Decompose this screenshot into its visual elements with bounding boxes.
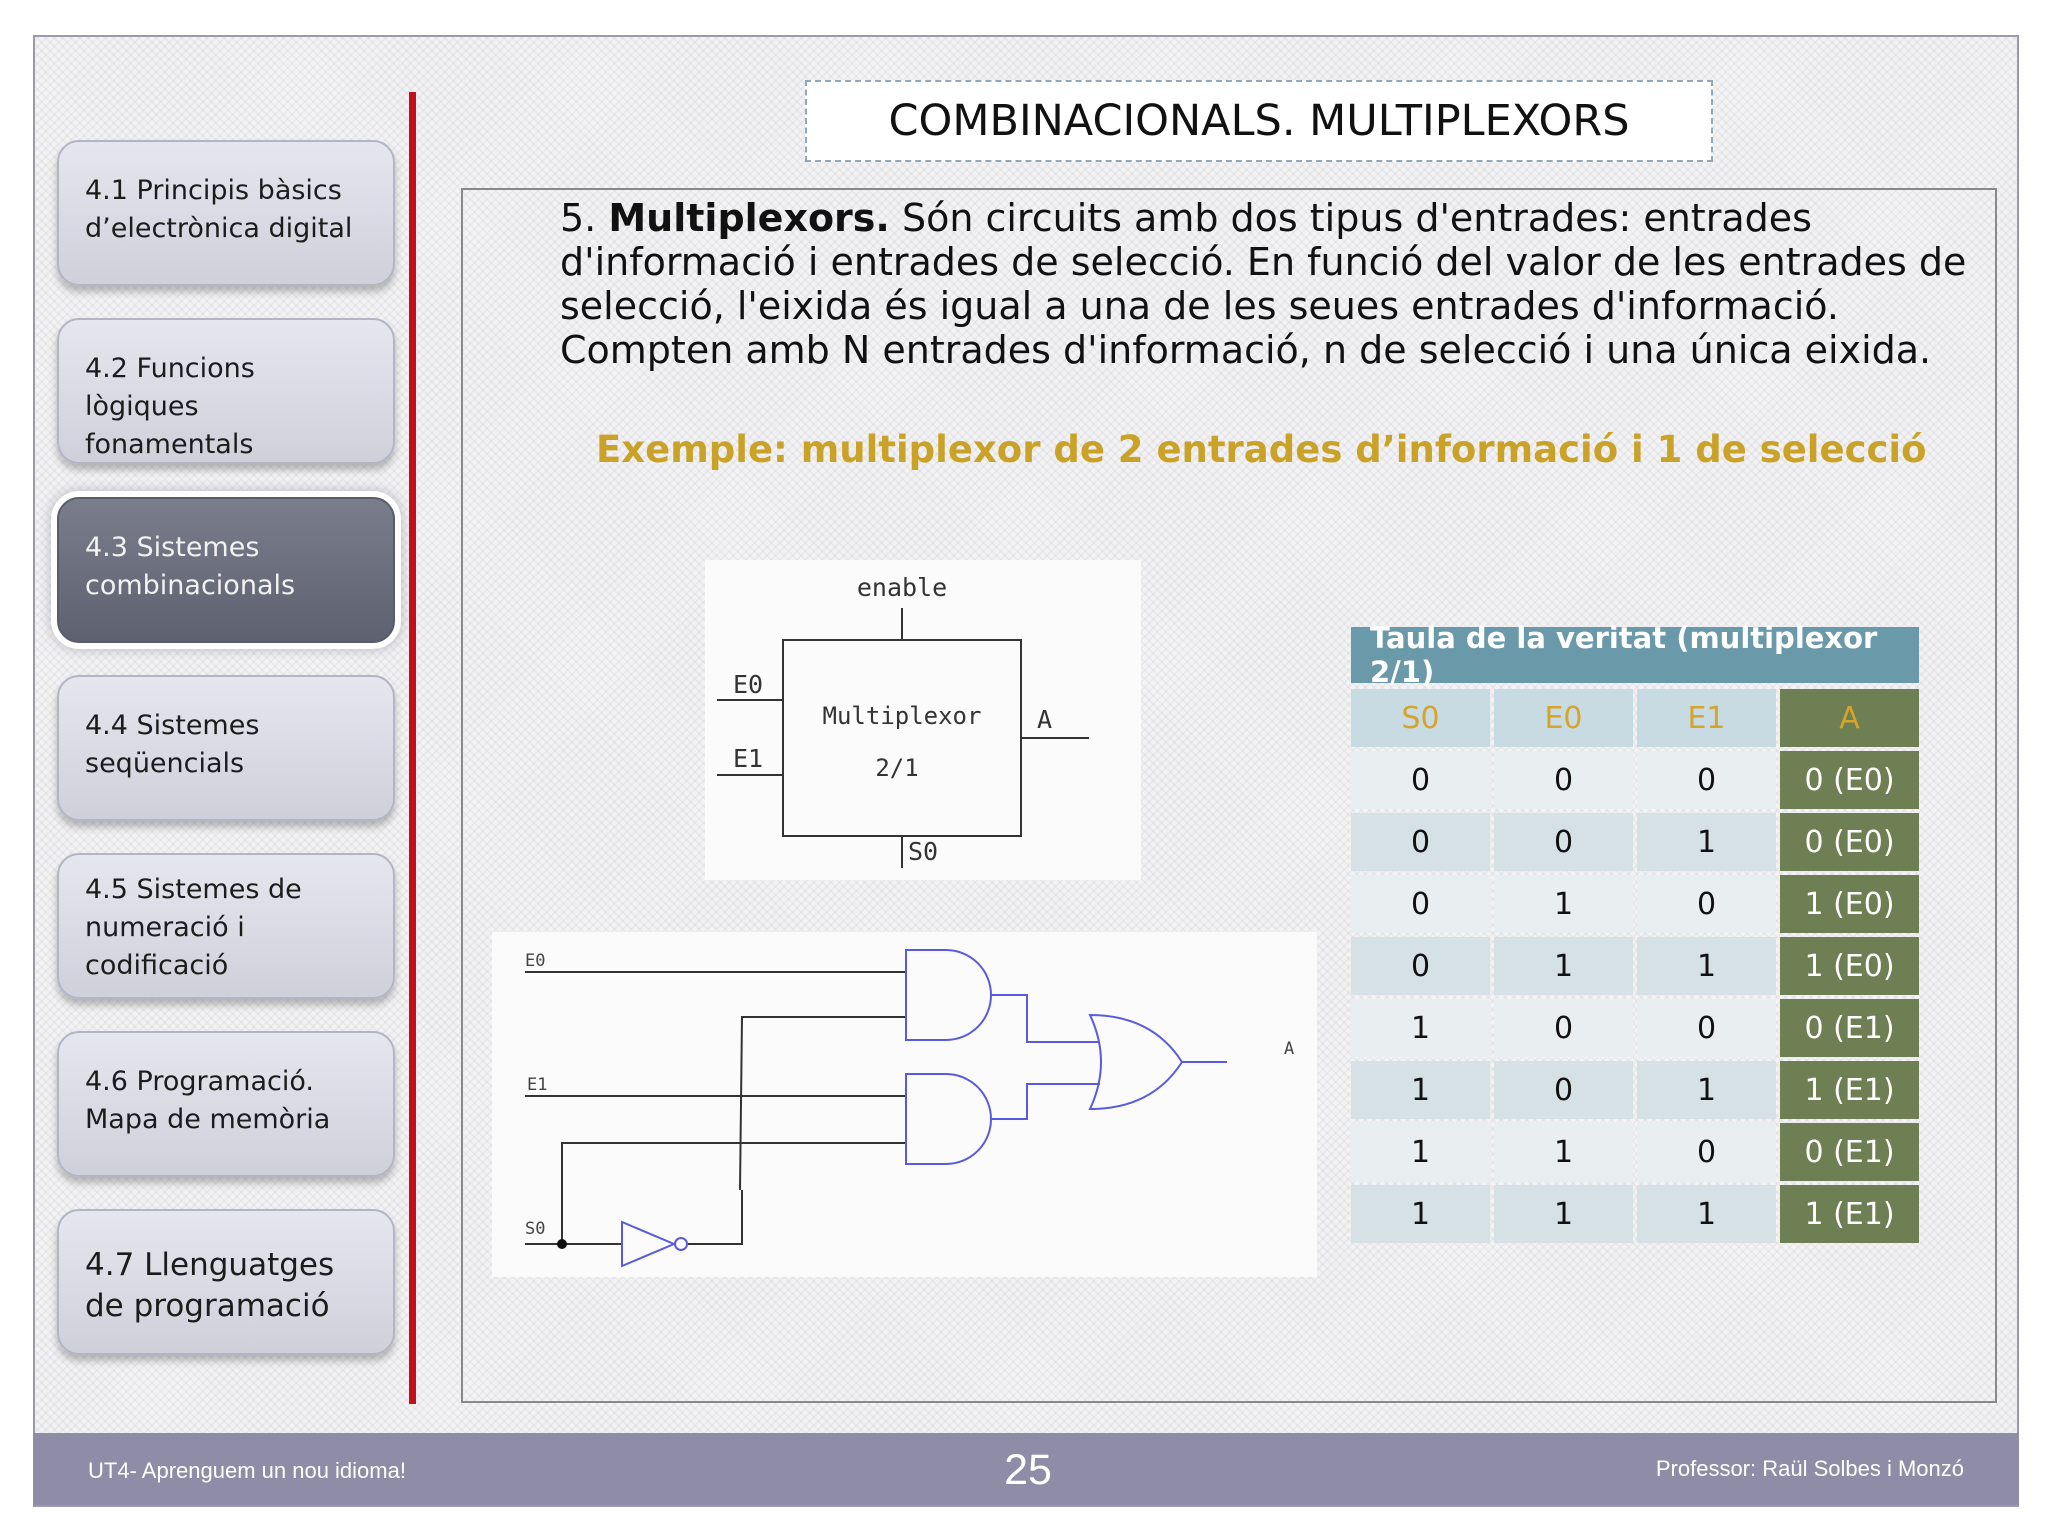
mux-name-line2: 2/1 [875,754,919,782]
not-s0-wire [740,1017,906,1190]
gate-a-label: A [1284,1039,1295,1059]
truth-cell: 0 [1637,875,1776,933]
nav-item-4-2[interactable] [57,318,395,464]
and-gate-top [906,950,991,1040]
e1-label: E1 [733,744,764,773]
gate-s0-label: S0 [525,1219,546,1239]
nav-item-label: 4.1 Principis bàsics d’electrònica digital [85,175,353,244]
sidebar-divider [409,92,416,1404]
truth-cell: 0 [1494,999,1633,1057]
truth-output-cell: 0 (E1) [1780,999,1919,1057]
truth-output-cell: 0 (E1) [1780,1123,1919,1181]
truth-output-cell: 1 (E1) [1780,1061,1919,1119]
junction-dot [557,1239,567,1249]
mux-gate-diagram [492,932,1317,1277]
footer-right: Professor: Raül Solbes i Monzó [1655,1456,1964,1481]
truth-cell: 1 [1637,937,1776,995]
truth-cell: 1 [1351,999,1490,1057]
truth-header-cell: E0 [1494,689,1633,747]
truth-cell: 0 [1637,999,1776,1057]
truth-cell: 1 [1351,1123,1490,1181]
nav-item-4-6[interactable] [57,1031,395,1177]
truth-cell: 0 [1637,1123,1776,1181]
truth-cell: 1 [1494,875,1633,933]
truth-table-title: Taula de la veritat (multiplexor 2/1) [1351,627,1919,683]
truth-cell: 1 [1637,813,1776,871]
s0-wire [562,1143,906,1244]
page-title [805,80,1713,162]
gate-e1-label: E1 [527,1075,548,1095]
gate-e0-label: E0 [525,951,546,971]
e0-label: E0 [733,670,764,699]
a-label: A [1037,705,1053,734]
truth-cell: 0 [1494,751,1633,809]
nav-item-4-1[interactable] [57,140,395,286]
truth-output-cell: 0 (E0) [1780,751,1919,809]
example-heading: Exemple: multiplexor de 2 entrades d’informació i 1 de selecció [596,428,1927,471]
truth-cell: 0 [1351,937,1490,995]
truth-cell: 1 [1637,1061,1776,1119]
truth-cell: 0 [1637,751,1776,809]
page-number: 25 [1004,1446,1052,1494]
not-gate [622,1222,674,1266]
nav-item-4-3[interactable] [57,497,395,643]
truth-header-cell: E1 [1637,689,1776,747]
not-output-wire [688,1190,742,1244]
nav-item-label: 4.4 Sistemes seqüencials [85,710,260,779]
truth-output-cell: 1 (E1) [1780,1185,1919,1243]
nav-item-label: 4.3 Sistemes combinacionals [85,532,296,601]
and-gate-bottom [906,1074,991,1164]
truth-cell: 0 [1494,1061,1633,1119]
mux-block-diagram [705,560,1141,880]
s0-label: S0 [908,837,939,866]
nav-item-label: 4.6 Programació. Mapa de memòria [85,1066,331,1135]
nav-item-4-4[interactable] [57,675,395,821]
truth-cell: 1 [1637,1185,1776,1243]
or-gate [1090,1015,1182,1109]
truth-cell: 1 [1494,1123,1633,1181]
truth-cell: 1 [1351,1185,1490,1243]
footer-left: UT4- Aprenguem un nou idioma! [88,1458,406,1483]
truth-output-cell: 0 (E0) [1780,813,1919,871]
nav-item-label: 4.2 Funcions lògiques fonamentals [85,353,255,460]
truth-header-cell: A [1780,689,1919,747]
truth-cell: 0 [1351,751,1490,809]
nav-item-4-5[interactable] [57,853,395,999]
mux-block [783,640,1021,836]
and2-or-wire [991,1084,1100,1119]
truth-cell: 0 [1351,813,1490,871]
nav-item-4-7[interactable] [57,1209,395,1355]
truth-output-cell: 1 (E0) [1780,937,1919,995]
section-term: Multiplexors. [608,196,890,240]
section-number: 5. [560,196,597,240]
truth-cell: 0 [1351,875,1490,933]
and1-or-wire [991,995,1100,1042]
truth-cell: 1 [1351,1061,1490,1119]
truth-cell: 0 [1494,813,1633,871]
truth-cell: 1 [1494,1185,1633,1243]
truth-cell: 1 [1494,937,1633,995]
page-title-text: COMBINACIONALS. MULTIPLEXORS [888,96,1630,146]
truth-header-cell: S0 [1351,689,1490,747]
not-bubble [675,1238,687,1250]
nav-item-label: 4.5 Sistemes de numeració i codificació [85,874,302,981]
truth-output-cell: 1 (E0) [1780,875,1919,933]
mux-name-line1: Multiplexor [822,702,982,730]
nav-item-label: 4.7 Llenguatges de programació [85,1247,335,1324]
section-text: Són circuits amb dos tipus d'entrades: entrades d'informació i entrades de selecció. En funció del valor de les entrades de selecció, l'eixida és igual a una de les seues entrades d'informació. Compten amb N entrades d'informació, n de selecció i una única eixida. [560,196,1967,372]
enable-label: enable [856,573,948,602]
body-paragraph [560,196,1980,372]
